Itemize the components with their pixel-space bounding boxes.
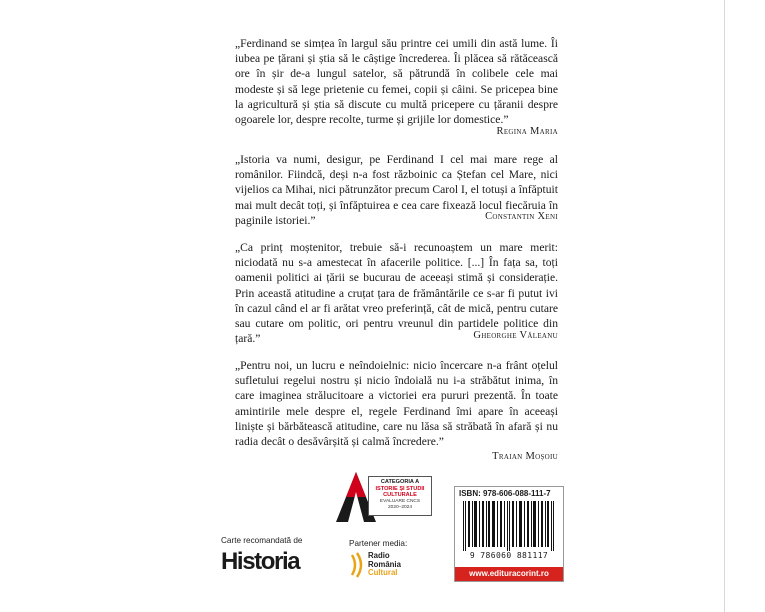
badge-line-1: CATEGORIA A <box>380 479 420 485</box>
media-partner-label: Partener media: <box>349 539 408 548</box>
isbn-text: ISBN: 978-606-088-111-7 <box>459 489 551 498</box>
quote-author-1: Regina Maria <box>496 126 558 137</box>
radio-line-2: România <box>368 559 401 569</box>
radio-line-1: Radio <box>368 551 390 560</box>
quote-4: „Pentru noi, un lucru e neîndoielnic: nicio încercare n-a frânt oțelul sufletului regelui nostru și nicio îndoială nu i-a străbătut inima, în care imaginea strălucitoare a victoriei era pururi prezentă. În toate amintirile mele despre el, regele Ferdinand îmi apare în aceeași liniște și bărbătească atitudine, care nu lăsa să străbată în afară și nu radia decât o desăvârșită și calmă încredere.” <box>235 359 558 449</box>
radio-line-3: Cultural <box>368 568 398 578</box>
quote-2: „Istoria va numi, desigur, pe Ferdinand I cel mai mare rege al românilor. Fiindcă, deși n-a fost războinic ca Ștefan cel Mare, nici vijelios ca Mihai, nici pătrunzător precum Carol I, el totuși a înfăptuit mai mult decât toți, și înfăptuirea e cea care fixează locul fiecăruia în paginile istoriei.” <box>235 153 558 227</box>
historia-logo: Historia <box>221 548 300 575</box>
quote-author-3: Gheorghe Văleanu <box>473 330 558 341</box>
badge-label-box <box>368 476 432 516</box>
recommended-label: Carte recomandată de <box>221 536 303 545</box>
isbn-barcode-box <box>454 486 564 582</box>
radio-romania-cultural-logo <box>349 551 429 581</box>
quote-3: „Ca prinț moștenitor, trebuie să-i recunoaștem un mare merit: niciodată nu s-a amestecat în afacerile politice. [...] În fața sa, toți oamenii politici ai țării se bucurau de aceeași stimă și considerație. Prin această atitudine a cruțat țara de frământările ce s-ar fi putut ivi în cazul când el ar fi arătat vreo preferință, cât de mică, pentru cutare sau cutare om politic, ori pentru vreunul din partidele politice din țară.” <box>235 241 558 346</box>
cncs-category-badge <box>336 468 432 526</box>
radio-wave-icon <box>349 551 367 579</box>
quote-author-4: Traian Moșoiu <box>492 451 558 462</box>
ean-digits: 9 786060 881117 <box>469 551 549 560</box>
badge-line-3: CULTURALE <box>383 492 417 499</box>
badge-line-5: 2020–2024 <box>387 505 412 511</box>
barcode-icon <box>459 501 559 551</box>
spine-edge <box>724 0 725 612</box>
publisher-url[interactable]: www.edituracorint.ro <box>455 567 563 581</box>
quote-author-2: Constantin Xeni <box>485 211 558 222</box>
badge-line-2: ISTORIE ȘI STUDII <box>375 485 425 492</box>
badge-line-4: EVALUARE CNCS <box>379 498 421 504</box>
quote-1: „Ferdinand se simțea în largul său printre cei umili din astă lume. Îi iubea pe țărani și știa să le câștige încrederea. Îi plăcea să rătăcească ore în șir de-a lungul satelor, să pătrundă în colibele cele mai modeste și să lege prietenie cu femei, copii și câini. Se pricepea bine la agricultură și știa să discute cu multă pricepere cu țăranii despre ogoarele lor, despre recolte, turme și grijile lor domestice.” <box>235 37 558 127</box>
